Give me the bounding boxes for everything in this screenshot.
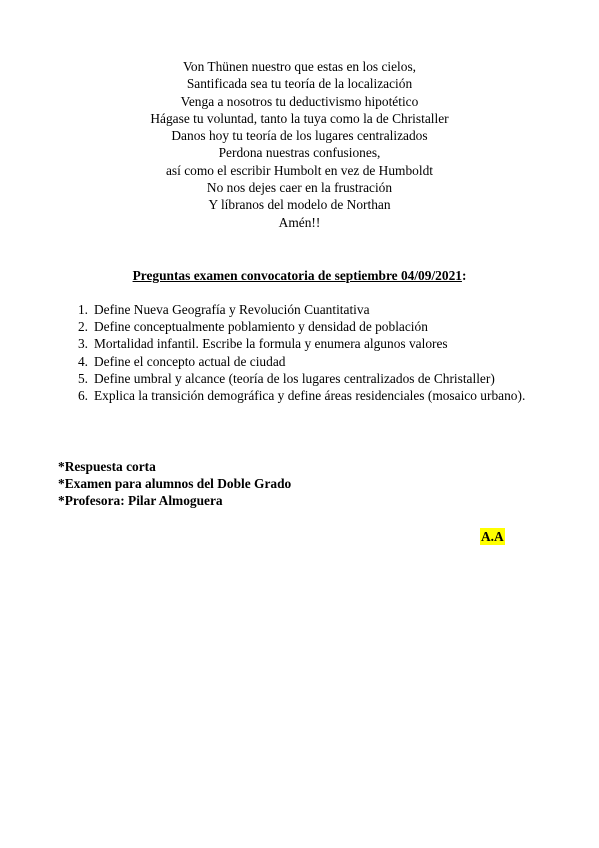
question-item [72, 335, 542, 352]
question-list [72, 301, 542, 404]
poem-line: Santificada sea tu teoría de la localización [186, 76, 413, 92]
poem-line: Hágase tu voluntad, tanto la tuya como la de Christaller [150, 110, 449, 126]
exam-notes [58, 458, 291, 510]
question-number: 1. [77, 302, 88, 317]
question-text: Define umbral y alcance (teoría de los lugares centralizados de Christaller) [94, 370, 495, 386]
question-item [72, 387, 542, 404]
poem-line: Danos hoy tu teoría de los lugares centralizados [171, 128, 428, 144]
question-number: 6. [77, 388, 88, 404]
question-number: 3. [77, 336, 88, 352]
question-item [72, 353, 542, 370]
question-item [72, 301, 542, 318]
exam-heading [0, 267, 599, 284]
poem-line: Venga a nosotros tu deductivismo hipotético [180, 93, 419, 109]
poem-line: Perdona nuestras confusiones, [218, 145, 381, 161]
question-text: Mortalidad infantil. Escribe la formula y enumera algunos valores [94, 336, 448, 352]
question-text: Define Nueva Geografía y Revolución Cuantitativa [94, 302, 370, 317]
question-item [72, 318, 542, 335]
note-short-answer: *Respuesta corta [58, 459, 156, 474]
poem-line: No nos dejes caer en la frustración [206, 180, 393, 196]
author-initials: A.A [481, 529, 504, 544]
note-professor: *Profesora: Pilar Almoguera [58, 493, 223, 509]
question-number: 5. [77, 370, 88, 386]
question-number: 4. [77, 353, 88, 369]
poem-line: así como el escribir Humbolt en vez de Humboldt [165, 162, 433, 178]
question-item [72, 370, 542, 387]
question-text: Define conceptualmente poblamiento y densidad de población [94, 319, 428, 335]
exam-heading-text: Preguntas examen convocatoria de septiembre 04/09/2021 [132, 268, 462, 283]
poem [0, 58, 599, 231]
question-text: Define el concepto actual de ciudad [94, 353, 286, 369]
poem-line: Von Thünen nuestro que estas en los cielos, [182, 59, 417, 74]
question-text: Explica la transición demográfica y define áreas residenciales (mosaico urbano). [94, 388, 526, 404]
question-number: 2. [77, 319, 88, 335]
note-double-degree: *Examen para alumnos del Doble Grado [58, 476, 292, 492]
poem-line: Y líbranos del modelo de Northan [208, 197, 391, 213]
exam-heading-colon: : [461, 268, 467, 283]
poem-line: Amén!! [278, 214, 321, 230]
